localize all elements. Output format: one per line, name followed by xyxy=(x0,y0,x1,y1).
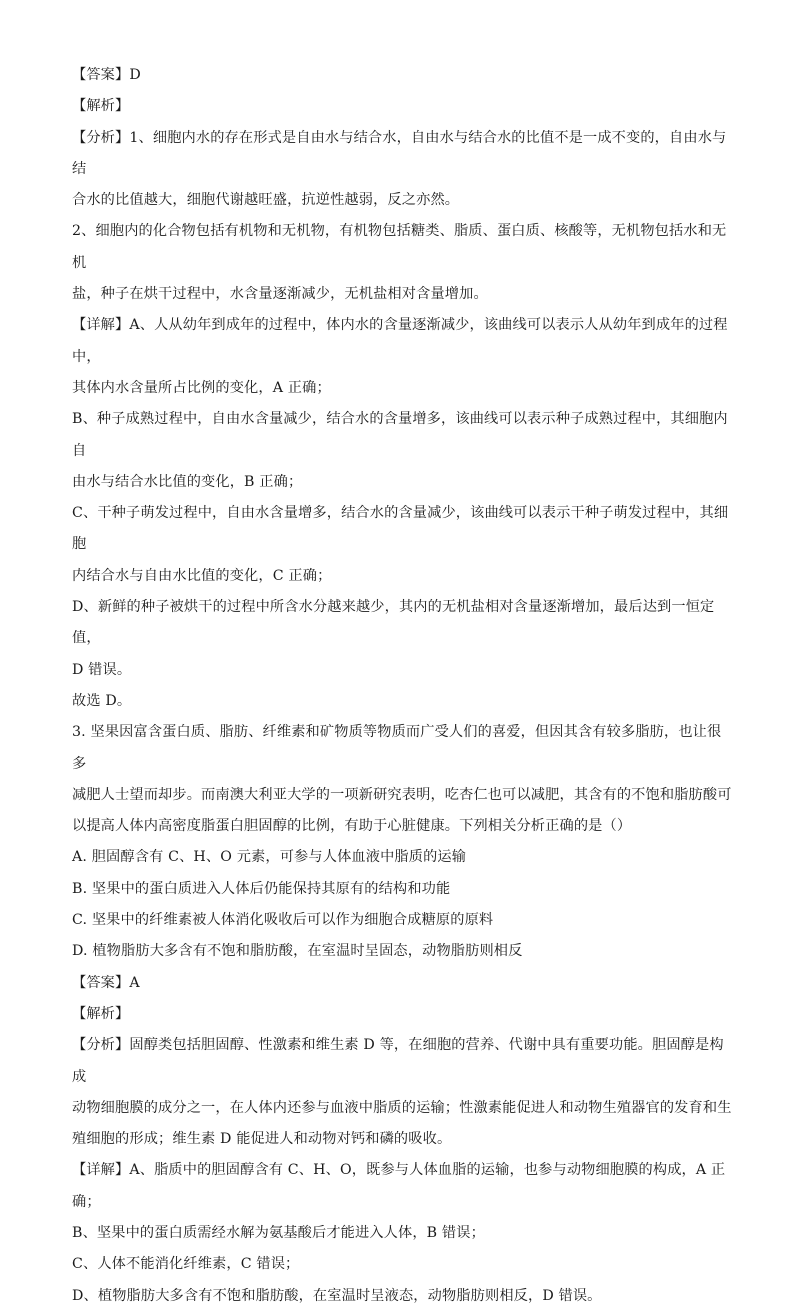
detail-line: 【详解】A、脂质中的胆固醇含有 C、H、O，既参与人体血脂的运输，也参与动物细胞膜的构成，A 正确； xyxy=(72,1162,726,1210)
detail-line: B、坚果中的蛋白质需经水解为氨基酸后才能进入人体，B 错误； xyxy=(72,1224,485,1241)
analysis-line: 动物细胞膜的成分之一，在人体内还参与血液中脂质的运输；性激素能促进人和动物生殖器官的发育和生 xyxy=(72,1099,732,1116)
answer-label: 【答案】A xyxy=(72,974,140,991)
detail-line: D 错误。 xyxy=(72,661,132,678)
detail-line: B、种子成熟过程中，自由水含量减少，结合水的含量增多，该曲线可以表示种子成熟过程中，其细胞内自 xyxy=(72,411,728,459)
detail-line: 其体内水含量所占比例的变化，A 正确； xyxy=(72,379,331,396)
analysis-heading: 【解析】 xyxy=(72,98,130,115)
conclusion-line: 故选 D。 xyxy=(72,692,132,709)
analysis-line: 殖细胞的形成；维生素 D 能促进人和动物对钙和磷的吸收。 xyxy=(72,1131,452,1148)
analysis-line: 盐，种子在烘干过程中，水含量逐渐减少，无机盐相对含量增加。 xyxy=(72,286,488,303)
detail-line: 内结合水与自由水比值的变化，C 正确； xyxy=(72,567,332,584)
option-b: B. 坚果中的蛋白质进入人体后仍能保持其原有的结构和功能 xyxy=(72,880,451,897)
detail-line: 【详解】A、人从幼年到成年的过程中，体内水的含量逐渐减少，该曲线可以表示人从幼年到成年的过程中， xyxy=(72,317,728,365)
option-a: A. 胆固醇含有 C、H、O 元素，可参与人体血液中脂质的运输 xyxy=(72,849,467,866)
analysis-line: 合水的比值越大，细胞代谢越旺盛，抗逆性越弱，反之亦然。 xyxy=(72,192,460,209)
detail-line: D、新鲜的种子被烘干的过程中所含水分越来越少，其内的无机盐相对含量逐渐增加，最后达到一恒定值， xyxy=(72,599,715,647)
option-d: D. 植物脂肪大多含有不饱和脂肪酸，在室温时呈固态，动物脂肪则相反 xyxy=(72,943,523,960)
detail-line: D、植物脂肪大多含有不饱和脂肪酸，在室温时呈液态，动物脂肪则相反，D 错误。 xyxy=(72,1287,602,1304)
question-stem-line: 以提高人体内高密度脂蛋白胆固醇的比例，有助于心脏健康。下列相关分析正确的是（） xyxy=(72,818,632,835)
question-stem-line: 3. 坚果因富含蛋白质、脂肪、纤维素和矿物质等物质而广受人们的喜爱，但因其含有较多脂肪，也让很多 xyxy=(72,724,722,772)
option-c: C. 坚果中的纤维素被人体消化吸收后可以作为细胞合成糖原的原料 xyxy=(72,912,494,929)
analysis-line: 2、细胞内的化合物包括有机物和无机物，有机物包括糖类、脂质、蛋白质、核酸等，无机物包括水和无机 xyxy=(72,223,727,271)
analysis-line: 【分析】固醇类包括胆固醇、性激素和维生素 D 等，在细胞的营养、代谢中具有重要功能。胆固醇是构成 xyxy=(72,1037,724,1085)
detail-line: 由水与结合水比值的变化，B 正确； xyxy=(72,473,303,490)
document-page xyxy=(72,60,732,1312)
question-stem-line: 减肥人士望而却步。而南澳大利亚大学的一项新研究表明，吃杏仁也可以减肥，其含有的不饱和脂肪酸可 xyxy=(72,786,732,803)
detail-line: C、人体不能消化纤维素，C 错误； xyxy=(72,1256,300,1273)
analysis-heading: 【解析】 xyxy=(72,1005,130,1022)
analysis-line: 【分析】1、细胞内水的存在形式是自由水与结合水，自由水与结合水的比值不是一成不变的，自由水与结 xyxy=(72,129,727,177)
detail-line: C、干种子萌发过程中，自由水含量增多，结合水的含量减少，该曲线可以表示干种子萌发过程中，其细胞 xyxy=(72,505,729,553)
answer-label: 【答案】D xyxy=(72,67,141,83)
